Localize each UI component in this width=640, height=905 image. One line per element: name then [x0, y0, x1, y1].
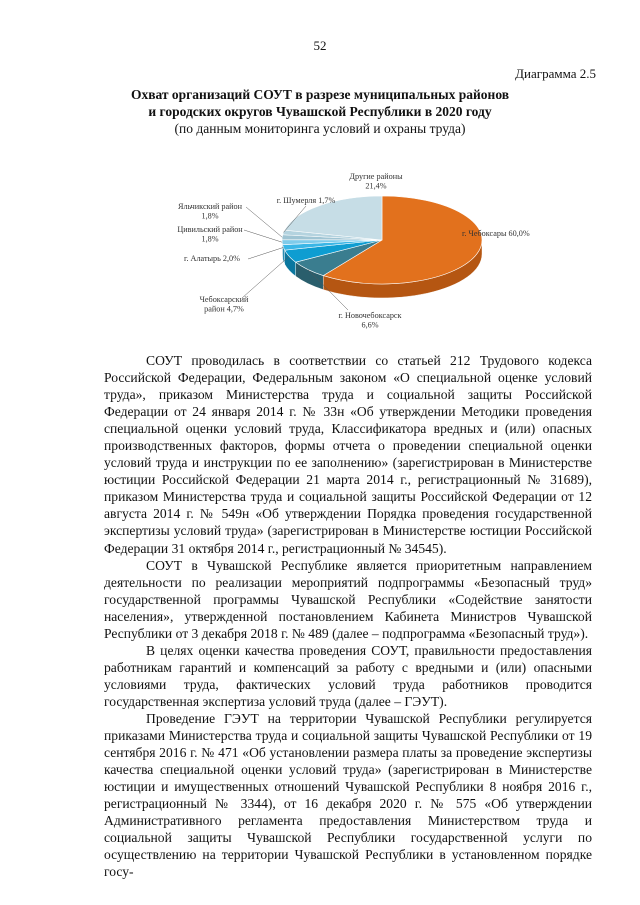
pie-label-2: Чебоксарский район 4,7%	[199, 295, 249, 314]
paragraph-4: Проведение ГЭУТ на территории Чувашской Республики регулируется приказами Министерства труда и социальной защиты Чувашской Республики от 19 сентября 2016 г. № 471 «Об установлении размера платы за проведение экспертизы качества специальной оценки условий труда» (зарегистрирован в Министерстве юстиции и имущественных отношений Чувашской Республики 8 ноября 2016 г., регистрационный № 3344), от 16 декабря 2020 г. № 575 «Об утверждении Административного регламента предоставления Министерством труда и социальной защиты Чувашской Республики государственной услуги по осуществлению на территории Чувашской Республики в установленном порядке госу-	[104, 710, 592, 880]
body-text	[104, 352, 592, 880]
pie-leader-2	[242, 256, 289, 298]
chart-title-block	[60, 86, 580, 137]
paragraph-3: В целях оценки качества проведения СОУТ, правильности предоставления работникам гарантий и компенсаций за работу с вредными и (или) опасными условиями труда, фактических условий труда работников проводится государственная экспертиза условий труда (далее – ГЭУТ).	[104, 642, 592, 709]
pie-label-0: г. Чебоксары 60,0%	[462, 229, 530, 238]
page-number: 52	[313, 38, 327, 53]
pie-label-6: г. Шумерля 1,7%	[276, 196, 336, 205]
chart-title-line-2: и городских округов Чувашской Республики в 2020 году	[148, 104, 492, 119]
paragraph-2: СОУТ в Чувашской Республике является приоритетным направлением деятельности по реализации мероприятий подпрограммы «Безопасный труд» государственной программы Чувашской Республики «Содействие занятости населения», утвержденной постановлением Кабинета Министров Чувашской Республики от 3 декабря 2018 г. № 489 (далее – подпрограмма «Безопасный труд»).	[104, 557, 592, 641]
pie-leader-3	[248, 247, 283, 259]
chart-title-line-1: Охват организаций СОУТ в разрезе муниципальных районов	[130, 87, 510, 102]
chart-subtitle: (по данным мониторинга условий и охраны труда)	[174, 121, 466, 136]
pie-label-5: Яльчикский район 1,8%	[178, 202, 242, 221]
pie-leader-4	[244, 230, 282, 242]
pie-label-3: г. Алатырь 2,0%	[184, 254, 240, 263]
pie-label-4: Цивильский район 1,8%	[177, 225, 243, 244]
pie-leader-5	[246, 207, 282, 237]
pie-label-7: Другие районы 21,4%	[349, 172, 403, 191]
diagram-label: Диаграмма 2.5	[515, 66, 596, 81]
pie-chart	[160, 168, 560, 338]
paragraph-1: СОУТ проводилась в соответствии со статьей 212 Трудового кодекса Российской Федерации, Федеральным законом «О специальной оценке условий труда», приказом Министерства труда и социальной защиты Российской Федерации от 24 января 2014 г. № 33н «Об утверждении Методики проведения специальной оценки условий труда, Классификатора вредных и (или) опасных производственных факторов, формы отчета о проведении специальной оценки условий труда и инструкции по ее заполнению» (зарегистрирован в Министерстве юстиции Российской Федерации 21 марта 2014 г., регистрационный № 31689), приказом Министерства труда и социальной защиты Российской Федерации от 12 августа 2014 г. № 549н «Об утверждении Порядка проведения государственной экспертизы условий труда» (зарегистрирован в Министерстве юстиции Российской Федерации 31 октября 2014 г., регистрационный № 34545).	[104, 353, 592, 556]
pie-label-1: г. Новочебоксарск 6,6%	[338, 311, 402, 330]
